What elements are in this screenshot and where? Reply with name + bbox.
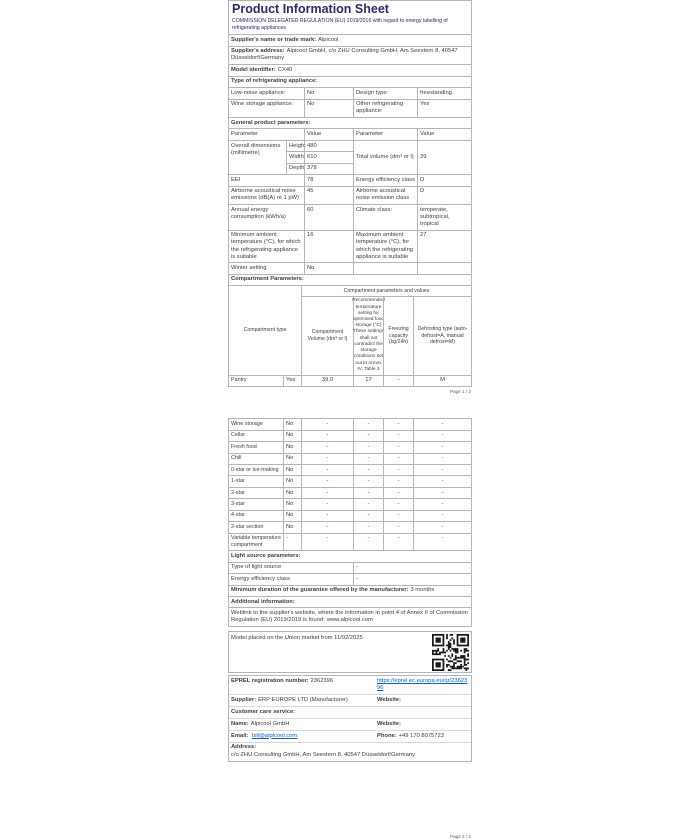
supplier-value: ERP EUROPE LTD (Manufacturer) (258, 697, 348, 703)
compartment-present: No (283, 454, 301, 464)
address-value: c/o ZHU Consulting GmbH, Am Seestern 8, 40547 Düsseldorf/Germany (231, 752, 415, 759)
model-identifier-row (229, 64, 471, 75)
care-phone-cell (375, 731, 471, 742)
total-volume-value: 39 (417, 141, 471, 174)
weblink-row (229, 607, 471, 626)
weblink-url[interactable]: www.alpicool.com (326, 617, 373, 624)
eprel-link-cell (375, 676, 471, 694)
parameter-row (229, 204, 471, 230)
param-cell: Maximum ambient temperature (°C), for which the refrigerating appliance is suitable (353, 231, 417, 263)
compartment-row (229, 453, 471, 464)
compartment-present: - (283, 534, 301, 551)
page2-footer: Page 2 / 2 (450, 833, 471, 839)
compartment-volume: - (301, 499, 353, 509)
param-cell: Climate class: (353, 205, 417, 230)
dimension-value: 610 (304, 151, 353, 162)
compartment-freezing: - (383, 488, 413, 498)
param-cell: Annual energy consumption (kWh/a) (231, 206, 286, 220)
compartment-defrost: - (413, 442, 471, 452)
compartment-row (229, 487, 471, 498)
parameter-row (229, 174, 471, 185)
supplier-address-value: Alpicool GmbH, c/o ZHU Consulting GmbH, Am Seestern 8, 40547 Düsseldorf/Germany (231, 48, 458, 62)
care-email-link[interactable]: bill@alpicool.com (252, 732, 298, 739)
compartment-present: No (283, 476, 301, 486)
guarantee-value: 3 months (410, 587, 435, 594)
compartment-volume: - (301, 511, 353, 521)
model-identifier-value: CX40 (277, 66, 293, 73)
type-section-header: Type of refrigerating appliance: (229, 76, 471, 87)
compartment-freezing: - (383, 511, 413, 521)
care-phone-value: +49 170 8075723 (398, 732, 444, 739)
compartment-defrost: - (413, 454, 471, 464)
value-cell (417, 263, 471, 273)
param-cell: Minimum ambient temperature (°C), for which the refrigerating appliance is suitable (231, 232, 301, 260)
param-cell: EEI (231, 176, 241, 183)
param-cell: Airborne acoustical noise emissions (dB(A) re 1 pW) (231, 188, 299, 202)
model-identifier-label: Model identifier: (231, 66, 276, 73)
compartment-volume: - (301, 454, 353, 464)
type-row (229, 99, 471, 118)
compartment-row (229, 498, 471, 509)
compartment-present: No (283, 522, 301, 532)
param-cell: Wine storage appliance: (231, 101, 294, 108)
compartment-temp: - (353, 465, 383, 475)
additional-information-header: Additional information: (229, 596, 471, 607)
compartment-present: No (283, 499, 301, 509)
compartment-temp: - (353, 476, 383, 486)
eprel-number-label: EPREL registration number: (231, 677, 309, 684)
dimension-key: Depth (286, 163, 304, 174)
dimension-value: 378 (304, 163, 353, 174)
compartment-table-header (229, 285, 471, 375)
light-source-row (229, 573, 471, 584)
dimension-key: Width (286, 151, 304, 162)
compartment-defrost: - (413, 488, 471, 498)
compartment-freezing: - (383, 376, 413, 386)
compartment-name: Cellar (231, 432, 246, 439)
care-email-cell (229, 731, 375, 742)
care-website-label: Website: (377, 720, 402, 727)
care-name-label: Name: (231, 720, 249, 727)
light-param-label: Type of light source (231, 564, 282, 571)
parameter-header: Parameter (353, 129, 417, 139)
eprel-row (229, 676, 471, 694)
value-header: Value (304, 129, 353, 139)
compartment-freezing: - (383, 499, 413, 509)
param-cell: Design type: (353, 88, 417, 98)
value-cell: D (417, 175, 471, 185)
compartment-defrost: - (413, 476, 471, 486)
page-title: Product Information Sheet (232, 2, 389, 16)
supplier-label: Supplier: (231, 697, 257, 703)
value-cell: temperate, subtropical, tropical (417, 205, 471, 230)
compartment-defrost: - (413, 522, 471, 532)
compartment-row (229, 430, 471, 441)
compartment-temp: - (353, 534, 383, 551)
dimension-value: 480 (304, 141, 353, 151)
compartment-temp: - (353, 419, 383, 429)
col-freezing-capacity: Freezing capacity (kg/24h) (383, 296, 413, 375)
care-name-row (229, 718, 471, 730)
compartment-name: 3-star (231, 501, 245, 507)
care-website-cell (375, 719, 471, 730)
col-compartment-type: Compartment type (243, 327, 287, 334)
compartment-defrost: - (413, 419, 471, 429)
supplier-row (229, 694, 471, 706)
parameter-row (229, 230, 471, 263)
compartment-volume: - (301, 431, 353, 441)
compartment-freezing: - (383, 419, 413, 429)
param-cell: Airborne acoustical noise emission class (353, 187, 417, 205)
type-row (229, 87, 471, 98)
compartment-group-header: Compartment parameters and values (301, 286, 471, 296)
light-param-value: - (353, 563, 471, 573)
compartment-freezing: - (383, 442, 413, 452)
supplier-address-row (229, 46, 471, 65)
compartment-row (229, 475, 471, 486)
customer-care-header: Customer care service: (229, 706, 471, 717)
dimension-key: Height (286, 141, 304, 151)
compartment-freezing: - (383, 431, 413, 441)
compartment-volume: - (301, 419, 353, 429)
compartment-defrost: - (413, 499, 471, 509)
parameter-row (229, 262, 471, 273)
compartment-temp: - (353, 442, 383, 452)
parameter-row (229, 186, 471, 205)
parameter-header: Parameter (231, 131, 259, 138)
param-cell: Winter setting (231, 265, 267, 271)
market-placement-text: Model placed on the Union market from 11/02/2025 (231, 634, 363, 641)
care-phone-label: Phone: (377, 732, 397, 739)
compartment-volume: - (301, 465, 353, 475)
compartment-temp: - (353, 499, 383, 509)
compartment-defrost: - (413, 431, 471, 441)
value-cell: 78 (304, 175, 353, 185)
compartment-defrost: - (413, 534, 471, 551)
compartment-temp: - (353, 511, 383, 521)
total-volume-label: Total volume (dm³ or l) (353, 141, 417, 174)
compartment-present: No (283, 511, 301, 521)
compartment-volume: - (301, 442, 353, 452)
compartment-name: 1-star (231, 478, 245, 485)
compartment-temp: - (353, 488, 383, 498)
compartment-temp: 17 (353, 376, 383, 386)
guarantee-row (229, 585, 471, 596)
care-email-label: Email: (231, 732, 249, 739)
supplier-cell (229, 695, 375, 706)
value-cell: 16 (304, 231, 353, 263)
value-cell: No (304, 100, 353, 118)
value-cell: 27 (417, 231, 471, 263)
compartment-present: Yes (283, 376, 301, 386)
supplier-name-row (229, 34, 471, 45)
address-label: Address: (231, 744, 257, 751)
param-cell (353, 263, 417, 273)
title-block (229, 1, 471, 34)
value-cell: No (304, 88, 353, 98)
compartment-name: 2-star section (231, 523, 264, 530)
compartment-present: No (283, 431, 301, 441)
compartment-name: Chill (231, 455, 242, 462)
weblink-text: Weblink to the supplier's website, where the information in point 4 of Annex II of Commission Regulation (EU) 2019/2019 is found: (231, 610, 468, 624)
compartment-present: No (283, 419, 301, 429)
col-defrosting-type: Defrosting type (auto-defrost=A, manual defrost=M) (413, 296, 471, 375)
compartment-name: Pantry (231, 377, 247, 384)
compartment-name: 4-star (231, 512, 245, 519)
param-cell: Low-noise appliance: (231, 89, 286, 96)
compartment-defrost: - (413, 465, 471, 475)
param-cell: Energy efficiency class (353, 175, 417, 185)
compartment-temp: - (353, 454, 383, 464)
page1-sheet (228, 0, 472, 387)
eprel-number-value: 2362396 (310, 677, 334, 684)
dimensions-label: Overall dimensions (millimetre) (231, 142, 281, 156)
compartment-temp: - (353, 431, 383, 441)
care-email-row (229, 730, 471, 742)
compartment-name: 0-star or ice-making (231, 466, 279, 473)
compartment-row (229, 419, 471, 429)
value-cell: Yes (417, 100, 471, 118)
compartment-present: No (283, 465, 301, 475)
compartment-parameters-header: Compartment Parameters: (229, 274, 471, 285)
compartment-freezing: - (383, 522, 413, 532)
compartment-defrost: M (413, 376, 471, 386)
compartment-volume: - (301, 534, 353, 551)
compartment-defrost: - (413, 511, 471, 521)
compartment-row (229, 464, 471, 475)
care-name-value: Alpicool GmbH (250, 720, 290, 727)
value-header: Value (417, 129, 471, 139)
supplier-name-label: Supplier's name or trade mark: (231, 36, 317, 43)
care-name-cell (229, 719, 375, 730)
compartment-freezing: - (383, 534, 413, 551)
overall-dimensions-row (229, 140, 471, 174)
eprel-qr-link[interactable]: https://eprel.ec.europa.eu/qr/2362396 (377, 677, 468, 691)
compartment-freezing: - (383, 454, 413, 464)
light-param-label: Energy efficiency class (231, 575, 290, 582)
compartment-name: Wine storage (231, 420, 263, 427)
compartment-name: Fresh food (231, 443, 257, 450)
value-cell: freestanding (417, 88, 471, 98)
compartment-freezing: - (383, 465, 413, 475)
parameter-value-header-row (229, 128, 471, 139)
compartment-freezing: - (383, 476, 413, 486)
col-recommended-temperature: Recommended temperature setting for optimised food storage (°C) These settings shall not contradict the storage conditions set out in Annex IV, Table 3 (353, 296, 383, 375)
qr-code-icon (432, 634, 469, 671)
eprel-number-cell (229, 676, 375, 694)
market-box (228, 631, 472, 673)
compartment-volume: - (301, 488, 353, 498)
guarantee-label: Minimum duration of the guarantee offered by the manufacturer: (231, 587, 409, 594)
compartment-row (229, 441, 471, 452)
address-row (229, 742, 471, 762)
compartment-volume: - (301, 476, 353, 486)
page2-sheet (228, 418, 472, 627)
product-information-sheet (228, 0, 472, 839)
page1-footer: Page 1 / 2 (450, 388, 471, 394)
light-param-value: - (353, 574, 471, 584)
light-source-header: Light source parameters: (229, 550, 471, 561)
website-label: Website: (377, 697, 402, 703)
compartment-row-pantry (229, 375, 471, 386)
compartment-present: No (283, 442, 301, 452)
compartment-row (229, 521, 471, 532)
contact-box (228, 675, 472, 762)
page-subtitle: COMMISSION DELEGATED REGULATION (EU) 2019/2016 with regard to energy labelling of refrigerating appliances (232, 18, 448, 31)
value-cell: 60 (304, 205, 353, 230)
param-cell: Other refrigerating appliance: (353, 100, 417, 118)
value-cell: D (417, 187, 471, 205)
general-parameters-header: General product parameters: (229, 117, 471, 128)
compartment-name: 2-star (231, 489, 245, 496)
light-source-row (229, 562, 471, 573)
value-cell: No (304, 263, 353, 273)
compartment-present: No (283, 488, 301, 498)
compartment-row (229, 510, 471, 521)
compartment-name: Variable temperature compartment (231, 535, 281, 548)
value-cell: 45 (304, 187, 353, 205)
compartment-temp: - (353, 522, 383, 532)
supplier-name-value: Alpicool (318, 36, 339, 43)
col-compartment-volume: Compartment Volume (dm³ or l) (301, 296, 353, 375)
compartment-row (229, 533, 471, 551)
compartment-volume: 39,0 (301, 376, 353, 386)
supplier-address-label: Supplier's address: (231, 48, 285, 55)
website-cell (375, 695, 471, 706)
compartment-volume: - (301, 522, 353, 532)
